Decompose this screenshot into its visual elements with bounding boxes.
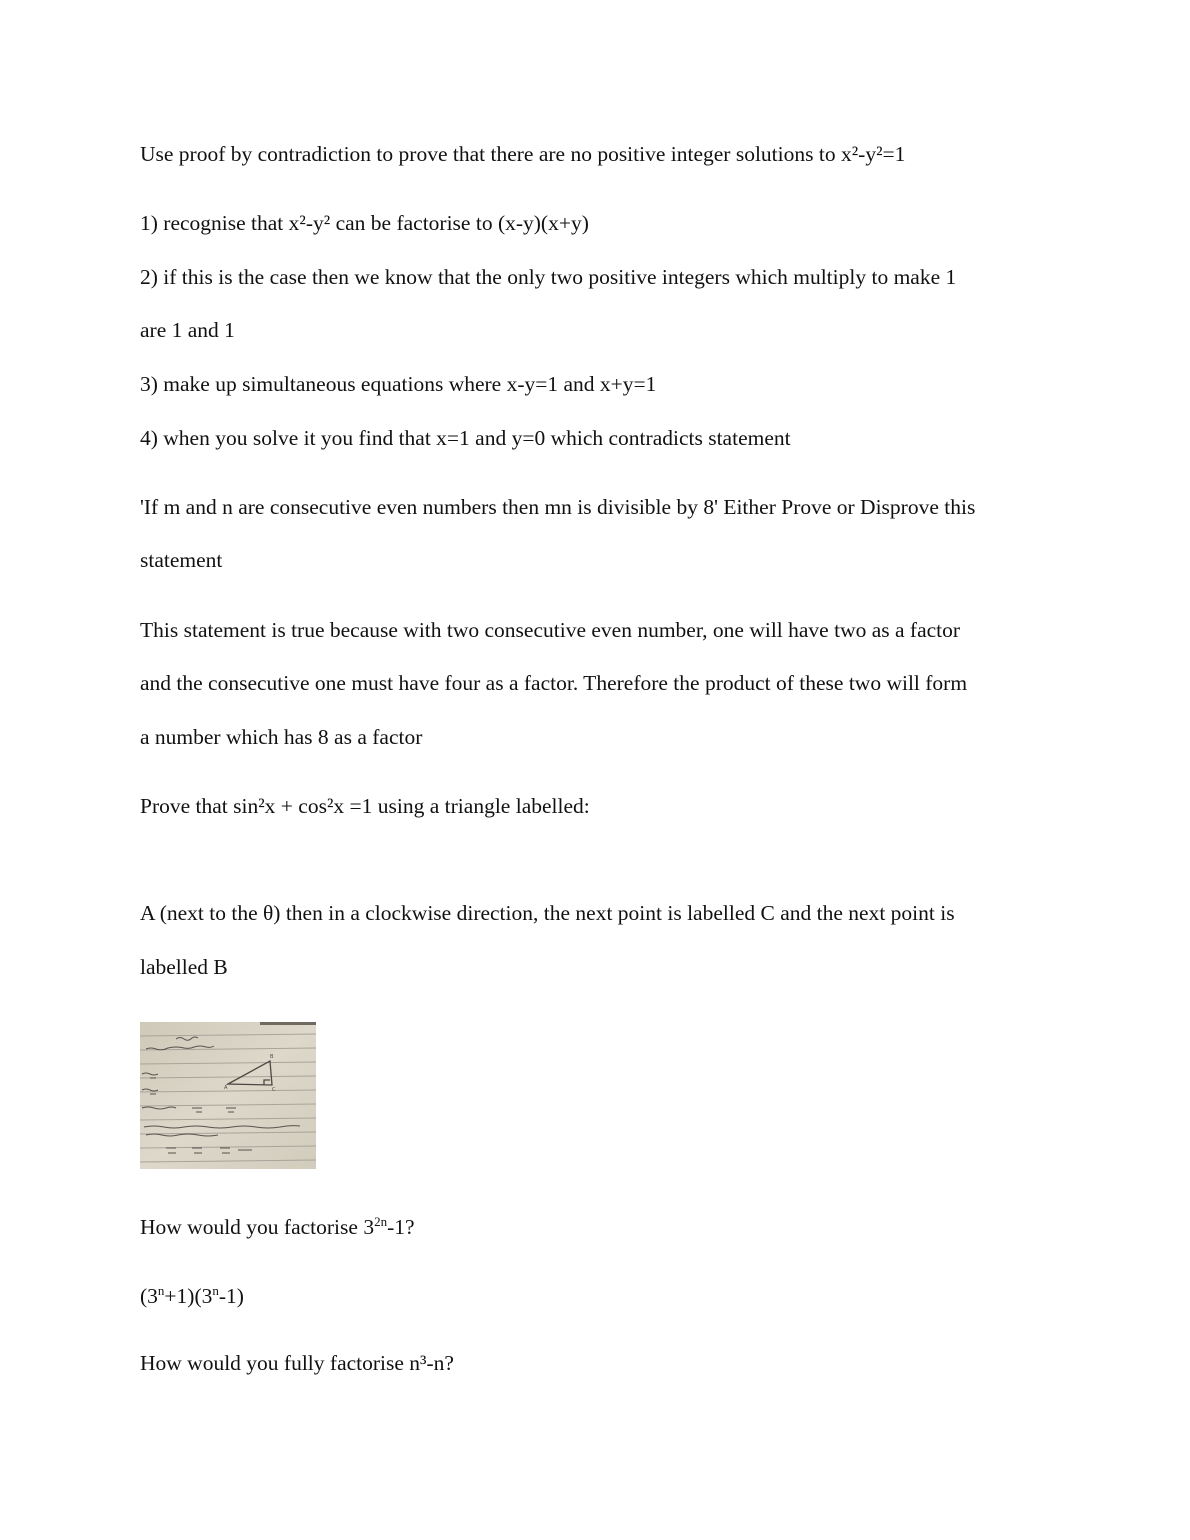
svg-text:C: C: [272, 1087, 276, 1093]
answer-factorised-form: [140, 1284, 244, 1308]
answer-exponent-2: n: [212, 1283, 219, 1298]
answer-exponent-1: n: [157, 1283, 165, 1298]
question-consecutive-even: 'If m and n are consecutive even numbers then mn is divisible by 8' Either Prove or Disprove this: [140, 495, 976, 519]
step-3: 3) make up simultaneous equations where x-y=1 and x+y=1: [140, 372, 657, 396]
triangle-description-line-2: labelled B: [140, 955, 228, 979]
answer-part-2: +1)(3: [164, 1284, 213, 1309]
question-factorise-prefix: How would you factorise 3: [140, 1215, 375, 1240]
question-proof-by-contradiction: Use proof by contradiction to prove that there are no positive integer solutions to x²-y²=1: [140, 142, 906, 166]
question-trig-identity: Prove that sin²x + cos²x =1 using a triangle labelled:: [140, 794, 590, 818]
question-factorise-suffix: -1?: [387, 1215, 415, 1240]
question-factorise-3-power-2n: [140, 1215, 415, 1239]
svg-text:A: A: [224, 1085, 228, 1091]
question-fully-factorise-n-cubed: How would you fully factorise n³-n?: [140, 1351, 454, 1375]
answer-part-3: -1): [218, 1284, 244, 1309]
answer-part-1: (3: [140, 1284, 158, 1309]
step-2-continued: are 1 and 1: [140, 318, 235, 342]
triangle-description-line-1: A (next to the θ) then in a clockwise direction, the next point is labelled C and the next point is: [140, 901, 955, 925]
question-exponent-2n: 2n: [374, 1214, 388, 1229]
step-2: 2) if this is the case then we know that the only two positive integers which multiply to make 1: [140, 265, 957, 289]
step-1: 1) recognise that x²-y² can be factorise to (x-y)(x+y): [140, 211, 589, 235]
answer-consecutive-even-line-2: and the consecutive one must have four as a factor. Therefore the product of these two will form: [140, 671, 968, 695]
answer-consecutive-even-line-3: a number which has 8 as a factor: [140, 725, 423, 749]
svg-text:B: B: [270, 1054, 274, 1060]
handwritten-proof-photo: [140, 1022, 316, 1169]
answer-consecutive-even-line-1: This statement is true because with two consecutive even number, one will have two as a factor: [140, 618, 961, 642]
question-consecutive-even-continued: statement: [140, 548, 223, 572]
step-4: 4) when you solve it you find that x=1 and y=0 which contradicts statement: [140, 426, 791, 450]
